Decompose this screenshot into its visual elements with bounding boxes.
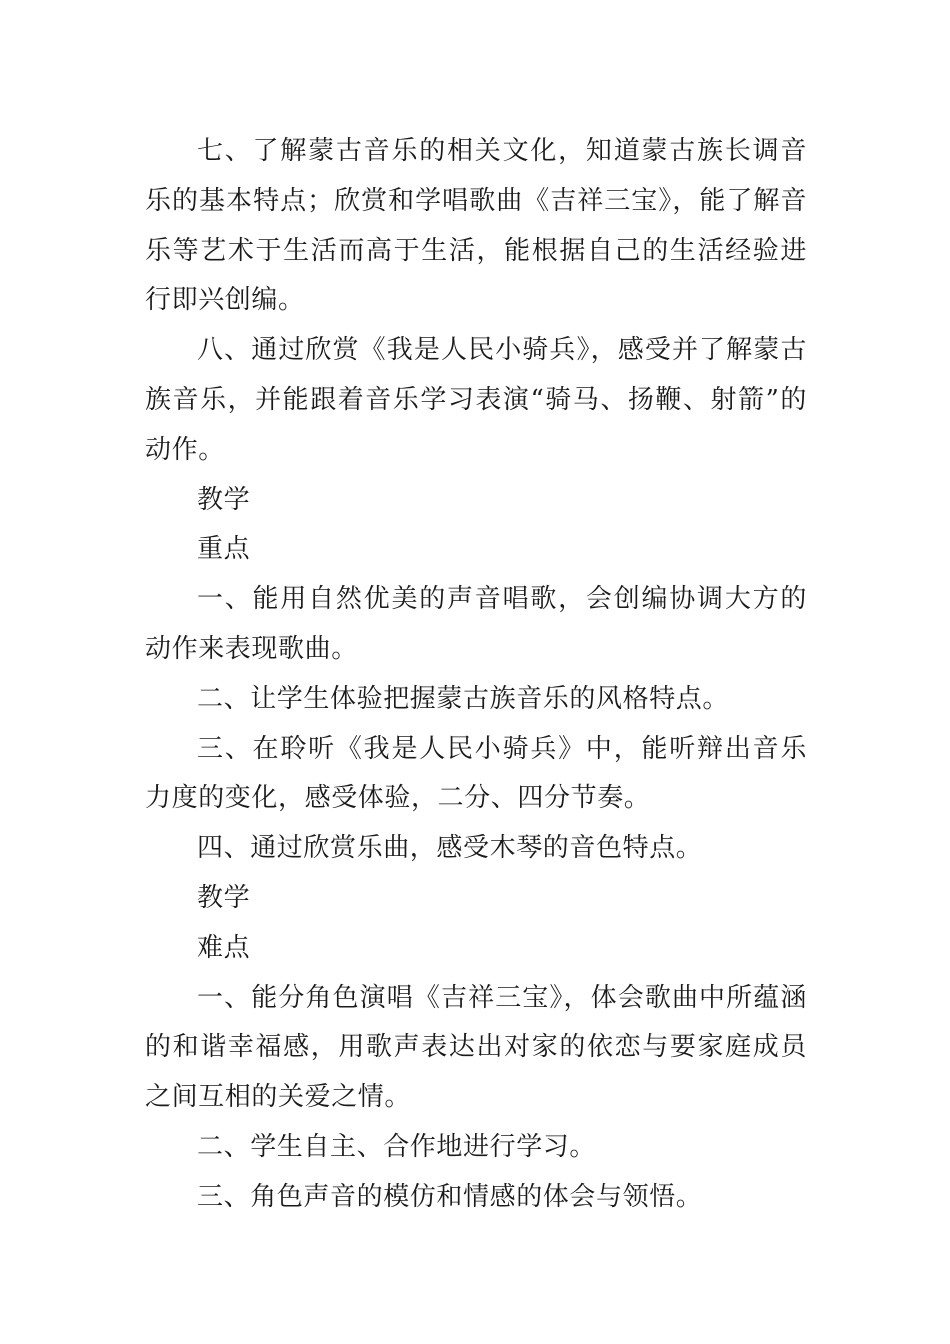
paragraph-difficulty-1: 一、能分角色演唱《吉祥三宝》，体会歌曲中所蕴涵的和谐幸福感，用歌声表达出对家的依恋与要家庭成员之间互相的关爱之情。 — [145, 982, 807, 1113]
heading-teaching-2: 教学 — [197, 882, 251, 913]
paragraph-key-point-1: 一、能用自然优美的声音唱歌，会创编协调大方的动作来表现歌曲。 — [145, 584, 807, 664]
heading-teaching: 教学 — [197, 484, 251, 515]
paragraph-key-point-3: 三、在聆听《我是人民小骑兵》中，能听辩出音乐力度的变化，感受体验，二分、四分节奏。 — [145, 733, 807, 814]
heading-key-points: 重点 — [197, 534, 251, 565]
paragraph-objective-7: 七、了解蒙古音乐的相关文化，知道蒙古族长调音乐的基本特点；欣赏和学唱歌曲《吉祥三宝》，能了解音乐等艺术于生活而高于生活，能根据自己的生活经验进行即兴创编。 — [145, 136, 807, 316]
paragraph-objective-8: 八、通过欣赏《我是人民小骑兵》，感受并了解蒙古族音乐，并能跟着音乐学习表演“骑马、扬鞭、射箭”的动作。 — [145, 335, 807, 465]
paragraph-difficulty-2: 二、学生自主、合作地进行学习。 — [197, 1131, 597, 1162]
paragraph-key-point-4: 四、通过欣赏乐曲，感受木琴的音色特点。 — [197, 833, 703, 864]
document-body — [145, 127, 807, 1223]
paragraph-difficulty-3: 三、角色声音的模仿和情感的体会与领悟。 — [197, 1181, 703, 1212]
heading-difficulties: 难点 — [197, 932, 251, 963]
paragraph-key-point-2: 二、让学生体验把握蒙古族音乐的风格特点。 — [197, 683, 730, 714]
